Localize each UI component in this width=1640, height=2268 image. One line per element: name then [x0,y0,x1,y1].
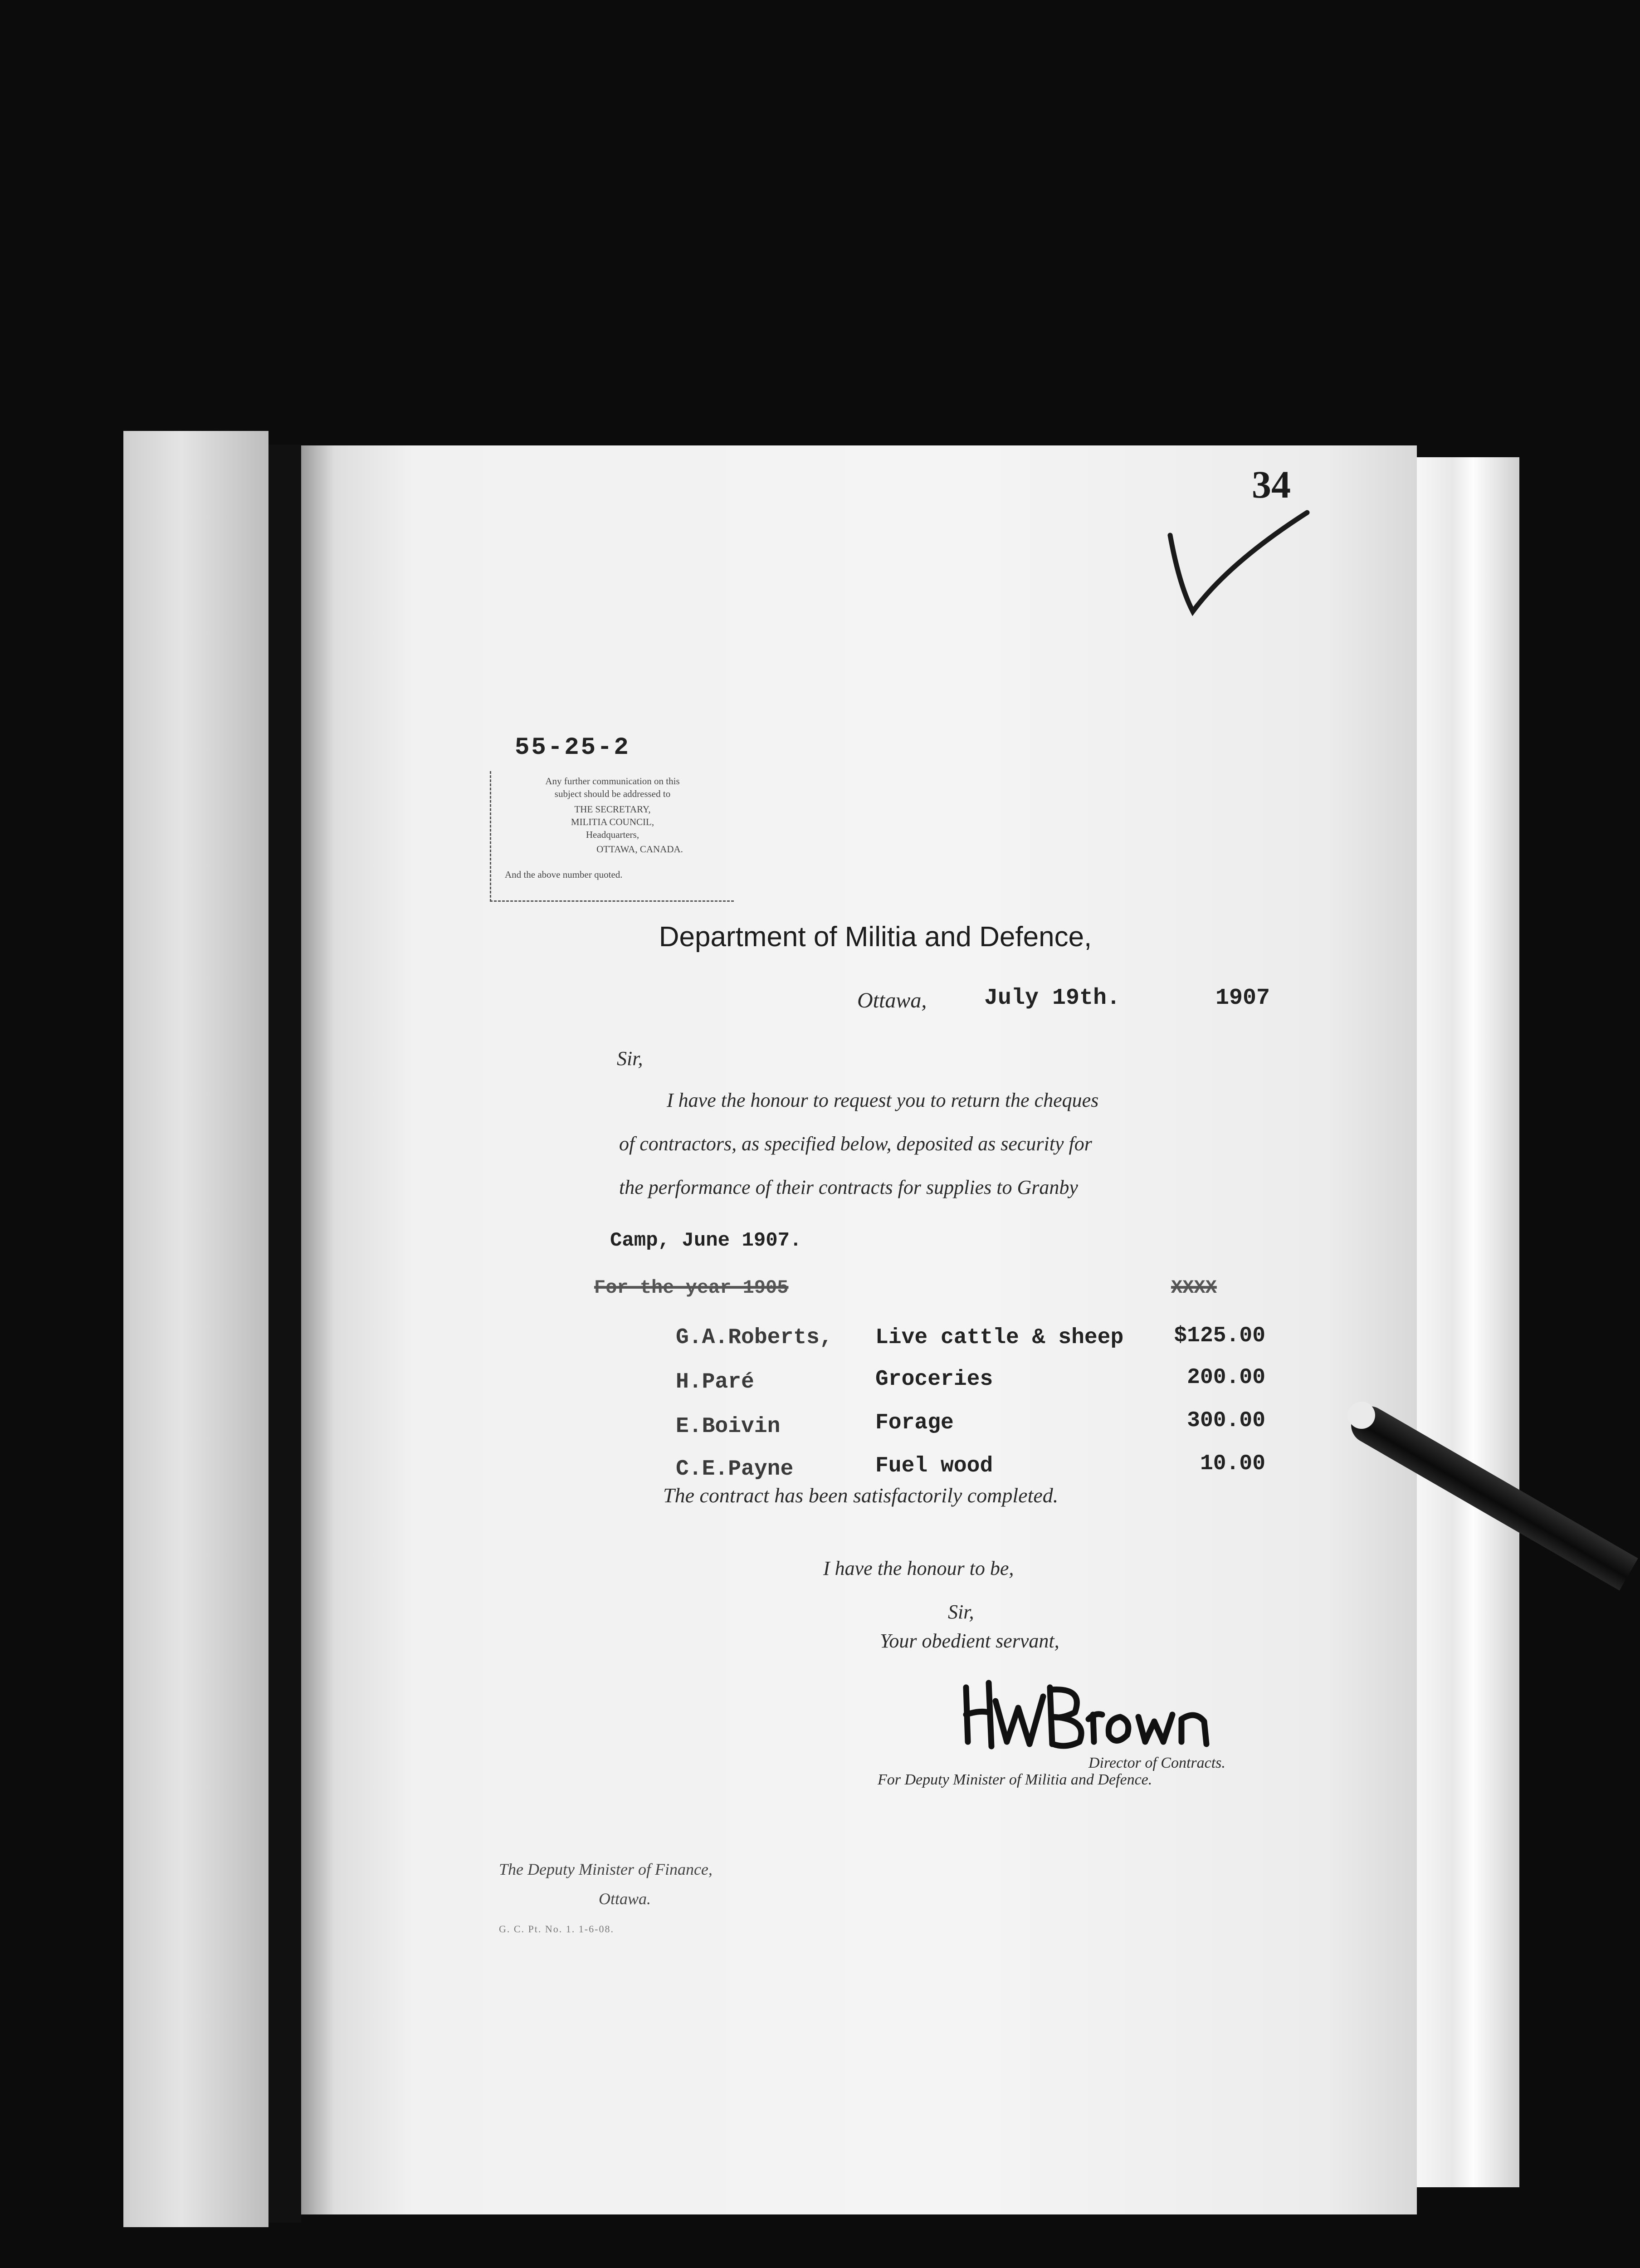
closing-line: I have the honour to be, [823,1557,1014,1579]
signatory-title: Director of Contracts. [1088,1755,1225,1771]
page-number: 34 [1252,463,1291,506]
pen-tip [1348,1402,1375,1429]
contract-item: Groceries [875,1367,993,1392]
checkmark-icon [1161,508,1311,617]
body-line: the performance of their contracts for supplies to Granby [619,1176,1078,1198]
contract-amount: 300.00 [1187,1408,1265,1433]
stamp-line: Any further communication on this [545,776,680,787]
stamp-line: And the above number quoted. [505,869,623,880]
struck-table-header: For the year 1905 [594,1277,789,1299]
addressee-line: The Deputy Minister of Finance, [499,1860,713,1878]
signature-image [952,1669,1225,1760]
contract-amount: 200.00 [1187,1365,1265,1390]
right-page-edge [1417,457,1519,2187]
signatory-for: For Deputy Minister of Militia and Defence. [878,1771,1152,1788]
stamp-line: MILITIA COUNCIL, [571,816,654,827]
department-heading: Department of Militia and Defence, [659,921,1092,953]
contractor-name: G.A.Roberts, [676,1325,833,1350]
body-line: I have the honour to request you to return the cheques [667,1089,1099,1111]
body-line: of contractors, as specified below, deposited as security for [619,1133,1092,1155]
completion-note: The contract has been satisfactorily completed. [663,1484,1059,1507]
contractor-name: C.E.Payne [676,1457,794,1481]
reply-instructions-stamp [490,771,734,902]
contract-item: Fuel wood [875,1454,993,1478]
contract-amount: $125.00 [1174,1324,1265,1348]
contractor-name: E.Boivin [676,1414,781,1439]
letter-date: July 19th. [984,985,1121,1011]
binding-shadow [268,445,301,2223]
contract-amount: 10.00 [1200,1452,1265,1476]
form-number: G. C. Pt. No. 1. 1-6-08. [499,1923,614,1935]
contract-item: Forage [875,1411,954,1435]
left-page-edge [123,431,268,2227]
file-number: 55-25-2 [515,734,630,762]
closing-line: Sir, [948,1601,974,1623]
letter-year: 1907 [1215,985,1270,1011]
body-line: Camp, June 1907. [610,1229,802,1252]
closing-line: Your obedient servant, [880,1630,1059,1652]
letter-place: Ottawa, [857,988,927,1012]
contractor-name: H.Paré [676,1370,754,1394]
stamp-line: subject should be addressed to [554,788,671,799]
salutation: Sir, [617,1047,643,1070]
addressee-line: Ottawa. [599,1890,651,1908]
stamp-line: THE SECRETARY, [574,804,651,815]
struck-amount-header: XXXX [1171,1277,1217,1299]
stamp-line: Headquarters, [586,829,639,840]
stamp-line: OTTAWA, CANADA. [596,844,683,855]
contract-item: Live cattle & sheep [875,1325,1124,1350]
